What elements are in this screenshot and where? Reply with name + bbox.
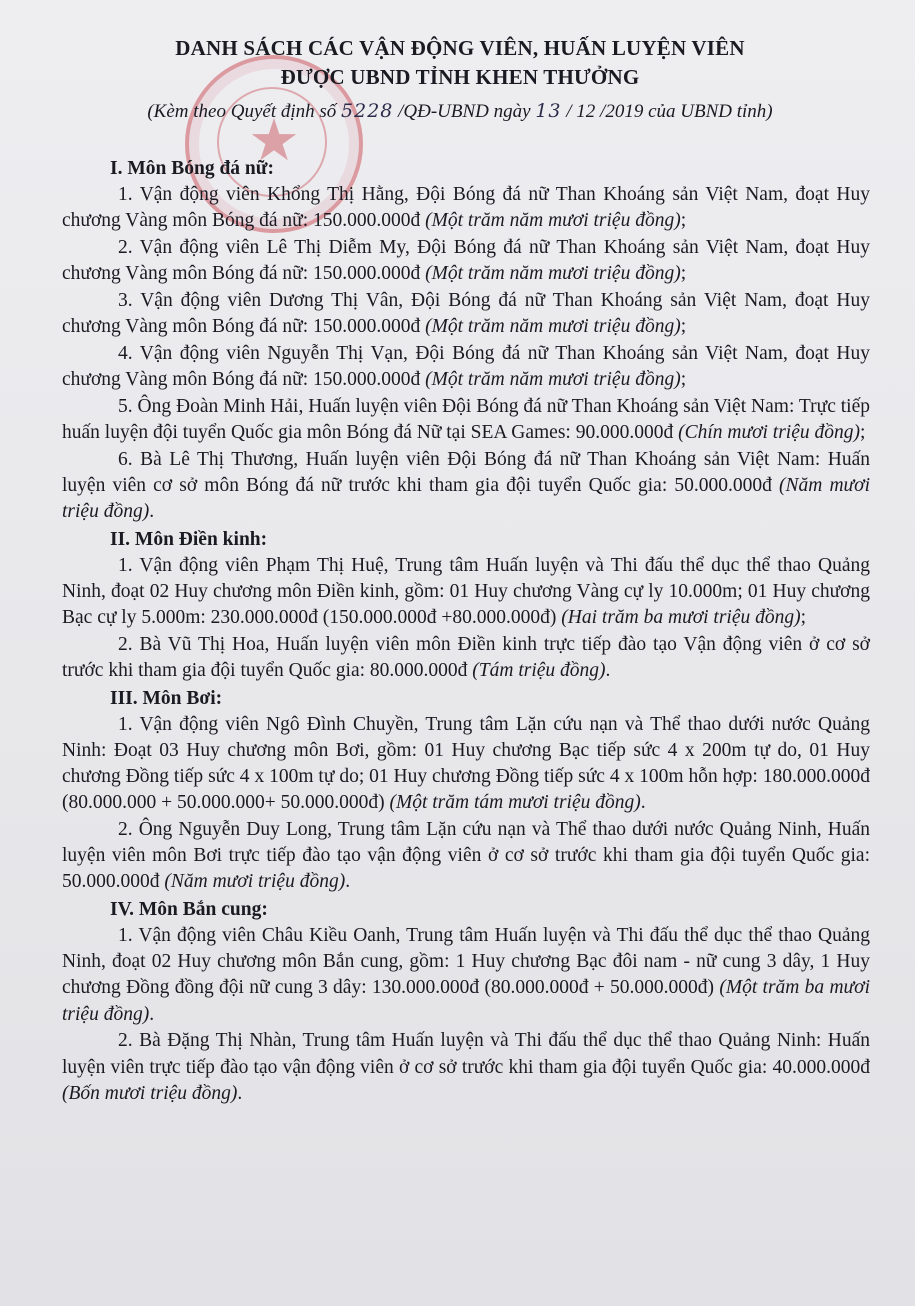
document-title-line1: DANH SÁCH CÁC VẬN ĐỘNG VIÊN, HUẤN LUYỆN VIÊN	[175, 36, 745, 60]
list-item: 2. Ông Nguyễn Duy Long, Trung tâm Lặn cứu nạn và Thể thao dưới nước Quảng Ninh, Huấn luyện viên môn Bơi trực tiếp đào tạo vận động viên ở cơ sở trước khi tham gia đội tuyển Quốc gia: 50.000.000đ (Năm mươi triệu đồng).	[62, 818, 870, 893]
section-heading: III. Môn Bơi:	[110, 687, 223, 709]
decision-reference	[70, 100, 850, 123]
decision-number: 5228	[341, 100, 394, 122]
section-heading: I. Môn Bóng đá nữ:	[110, 158, 274, 179]
list-item: 1. Vận động viên Phạm Thị Huệ, Trung tâm Huấn luyện và Thi đấu thể dục thể thao Quảng Ninh, đoạt 02 Huy chương môn Điền kinh, gồm: 01 Huy chương Vàng cự ly 10.000m; 01 Huy chương Bạc cự ly 5.000m: 230.000.000đ (150.000.000đ +80.000.000đ) (Hai trăm ba mươi triệu đồng);	[62, 554, 870, 629]
document-body	[62, 155, 870, 1108]
list-item: 2. Bà Đặng Thị Nhàn, Trung tâm Huấn luyện và Thi đấu thể dục thể thao Quảng Ninh: Huấn luyện viên trực tiếp đào tạo vận động viên ở cơ sở trước khi tham gia đội tuyển Quốc gia: 40.000.000đ (Bốn mươi triệu đồng).	[62, 1030, 870, 1104]
decision-day: 13	[535, 100, 562, 122]
list-item: 6. Bà Lê Thị Thương, Huấn luyện viên Đội Bóng đá nữ Than Khoáng sản Việt Nam: Huấn luyện viên cơ sở môn Bóng đá nữ trước khi tham gia đội tuyển Quốc gia: 50.000.000đ (Năm mươi triệu đồng).	[62, 448, 871, 522]
list-item: 3. Vận động viên Dương Thị Vân, Đội Bóng đá nữ Than Khoáng sản Việt Nam, đoạt Huy chương Vàng môn Bóng đá nữ: 150.000.000đ (Một trăm năm mươi triệu đồng);	[62, 289, 870, 338]
subtitle-prefix: (Kèm theo Quyết định số	[147, 101, 342, 122]
list-item: 2. Bà Vũ Thị Hoa, Huấn luyện viên môn Điền kinh trực tiếp đào tạo Vận động viên ở cơ sở trước khi tham gia đội tuyển Quốc gia: 80.000.000đ (Tám triệu đồng).	[62, 633, 870, 681]
list-item: 5. Ông Đoàn Minh Hải, Huấn luyện viên Đội Bóng đá nữ Than Khoáng sản Việt Nam: Trực tiếp huấn luyện đội tuyển Quốc gia môn Bóng đá Nữ tại SEA Games: 90.000.000đ (Chín mươi triệu đồng);	[62, 395, 870, 443]
subtitle-suffix: / 12 /2019 của UBND tỉnh)	[561, 101, 773, 122]
document-title-line2: ĐƯỢC UBND TỈNH KHEN THƯỞNG	[280, 65, 640, 89]
list-item: 1. Vận động viên Khổng Thị Hằng, Đội Bóng đá nữ Than Khoáng sản Việt Nam, đoạt Huy chương Vàng môn Bóng đá nữ: 150.000.000đ (Một trăm năm mươi triệu đồng);	[62, 184, 870, 232]
list-item: 2. Vận động viên Lê Thị Diễm My, Đội Bóng đá nữ Than Khoáng sản Việt Nam, đoạt Huy chương Vàng môn Bóng đá nữ: 150.000.000đ (Một trăm năm mươi triệu đồng);	[62, 236, 870, 285]
section-heading: II. Môn Điền kinh:	[110, 528, 268, 550]
list-item: 1. Vận động viên Ngô Đình Chuyền, Trung tâm Lặn cứu nạn và Thể thao dưới nước Quảng Ninh: Đoạt 03 Huy chương môn Bơi, gồm: 01 Huy chương Bạc tiếp sức 4 x 200m tự do, 01 Huy chương Đồng tiếp sức 4 x 100m tự do; 01 Huy chương Đồng tiếp sức 4 x 100m hỗn hợp: 180.000.000đ (80.000.000 + 50.000.000+ 50.000.000đ) (Một trăm tám mươi triệu đồng).	[62, 713, 870, 814]
list-item: 4. Vận động viên Nguyễn Thị Vạn, Đội Bóng đá nữ Than Khoáng sản Việt Nam, đoạt Huy chương Vàng môn Bóng đá nữ: 150.000.000đ (Một trăm năm mươi triệu đồng);	[62, 342, 870, 390]
subtitle-mid: /QĐ-UBND ngày	[393, 101, 536, 122]
section-heading: IV. Môn Bắn cung:	[110, 899, 268, 921]
list-item: 1. Vận động viên Châu Kiều Oanh, Trung tâm Huấn luyện và Thi đấu thể dục thể thao Quảng Ninh, đoạt 02 Huy chương môn Bắn cung, gồm: 1 Huy chương Bạc đôi nam - nữ cung 3 dây, 1 Huy chương Đồng đồng đội nữ cung 3 dây: 130.000.000đ (80.000.000đ + 50.000.000đ) (Một trăm ba mươi triệu đồng).	[62, 925, 870, 1025]
seal-star-icon: ★	[248, 106, 300, 174]
